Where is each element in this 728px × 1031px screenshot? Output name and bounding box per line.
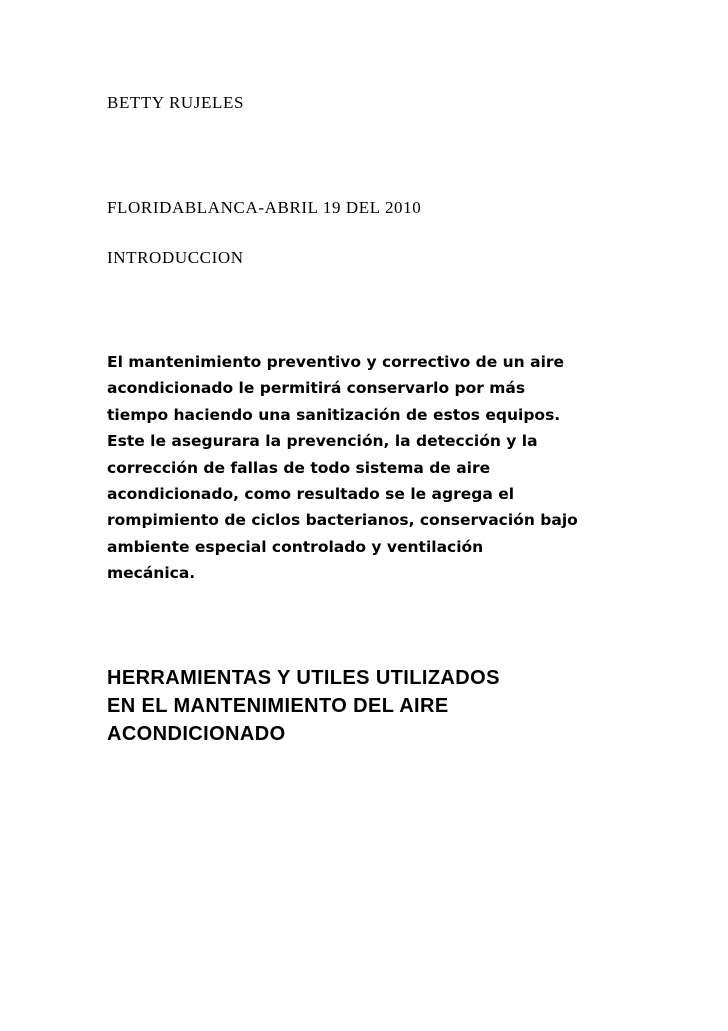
paragraph-line: acondicionado, como resultado se le agrega el bbox=[107, 485, 515, 504]
paragraph-line: corrección de fallas de todo sistema de aire bbox=[107, 458, 491, 477]
paragraph-line: mecánica. bbox=[107, 564, 196, 583]
paragraph-line: acondicionado le permitirá conservarlo por más bbox=[107, 379, 526, 398]
introduction-paragraph bbox=[107, 349, 667, 587]
paragraph-line: rompimiento de ciclos bacterianos, conservación bajo bbox=[107, 511, 578, 530]
tools-section-heading bbox=[107, 664, 667, 748]
paragraph-line: ambiente especial controlado y ventilación bbox=[107, 537, 484, 556]
introduction-heading: INTRODUCCION bbox=[107, 248, 244, 267]
paragraph-line: tiempo haciendo una sanitización de estos equipos. bbox=[107, 405, 561, 424]
heading-line: EN EL MANTENIMIENTO DEL AIRE bbox=[107, 695, 449, 717]
author-name: BETTY RUJELES bbox=[107, 93, 245, 112]
heading-line: HERRAMIENTAS Y UTILES UTILIZADOS bbox=[107, 667, 500, 689]
heading-line: ACONDICIONADO bbox=[107, 723, 286, 745]
place-and-date: FLORIDABLANCA-ABRIL 19 DEL 2010 bbox=[107, 198, 422, 217]
paragraph-line: El mantenimiento preventivo y correctivo de un aire bbox=[107, 353, 565, 371]
paragraph-line: Este le asegurara la prevención, la detección y la bbox=[107, 432, 538, 451]
